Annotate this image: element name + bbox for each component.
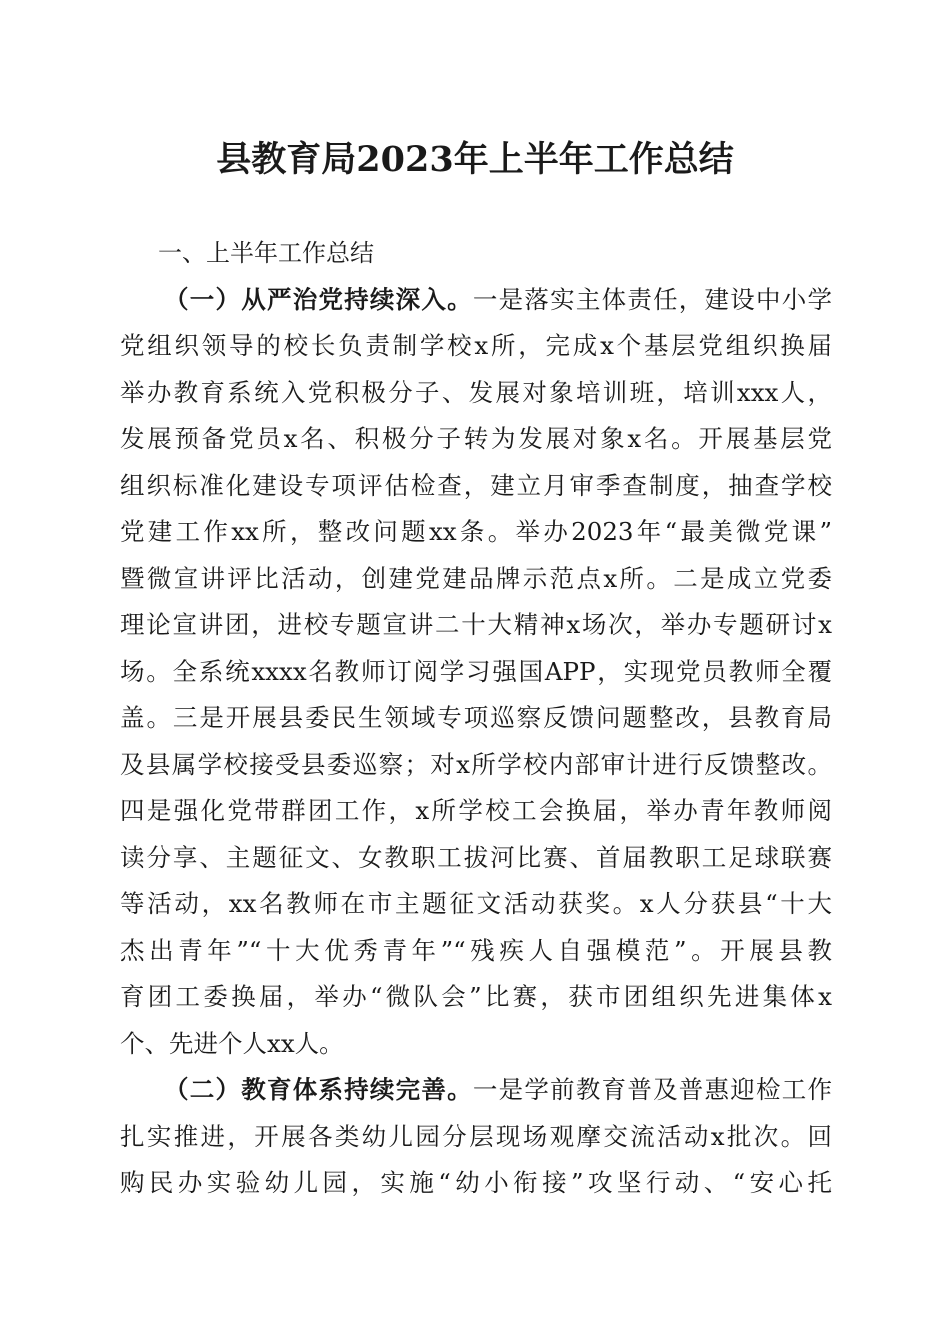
paragraph-text: 一是落实主体责任，建设中小学 [472, 284, 832, 314]
paragraph-line: 党建工作xx所，整改问题xx条。举办2023年“最美微党课” [120, 517, 832, 546]
subsection-lead: （二）教育体系持续完善。 [164, 1075, 473, 1104]
paragraph-line: 购民办实验幼儿园，实施“幼小衔接”攻坚行动、“安心托 [120, 1168, 832, 1197]
paragraph-text: 一是学前教育普及普惠迎检工作 [472, 1075, 832, 1104]
paragraph-line: 组织标准化建设专项评估检查，建立月审季查制度，抽查学校 [120, 470, 832, 500]
paragraph-line: 举办教育系统入党积极分子、发展对象培训班，培训xxx人， [120, 377, 832, 407]
subsection-lead: （一）从严治党持续深入。 [164, 284, 473, 314]
paragraph-line: 育团工委换届，举办“微队会”比赛，获市团组织先进集体x [120, 982, 832, 1011]
paragraph-line: 发展预备党员x名、积极分子转为发展对象x名。开展基层党 [120, 424, 832, 453]
paragraph-line: 读分享、主题征文、女教职工拔河比赛、首届教职工足球联赛 [120, 842, 832, 872]
paragraph-line [120, 277, 832, 324]
paragraph-line: 及县属学校接受县委巡察；对x所学校内部审计进行反馈整改。 [120, 749, 832, 779]
paragraph-line: 等活动，xx名教师在市主题征文活动获奖。x人分获县“十大 [120, 889, 832, 918]
document-title: 县教育局2023年上半年工作总结 [216, 139, 734, 180]
paragraph-line: 四是强化党带群团工作，x所学校工会换届，举办青年教师阅 [120, 796, 832, 825]
paragraph-line: 盖。三是开展县委民生领域专项巡察反馈问题整改，县教育局 [120, 703, 832, 732]
paragraph-line: 暨微宣讲评比活动，创建党建品牌示范点x所。二是成立党委 [120, 563, 832, 593]
paragraph-line: 扎实推进，开展各类幼儿园分层现场观摩交流活动x批次。回 [120, 1121, 832, 1151]
document-body [120, 230, 832, 1207]
paragraph-line: 个、先进个人xx人。 [120, 1028, 344, 1058]
paragraph-line [120, 1067, 832, 1114]
paragraph-line: 场。全系统xxxx名教师订阅学习强国APP，实现党员教师全覆 [120, 656, 832, 686]
section-heading: 一、上半年工作总结 [158, 239, 374, 267]
paragraph-line: 杰出青年”“十大优秀青年”“残疾人自强模范”。开展县教 [120, 935, 832, 965]
paragraph-line: 理论宣讲团，进校专题宣讲二十大精神x场次，举办专题研讨x [120, 610, 832, 639]
paragraph-line: 党组织领导的校长负责制学校x所，完成x个基层党组织换届 [120, 331, 832, 360]
